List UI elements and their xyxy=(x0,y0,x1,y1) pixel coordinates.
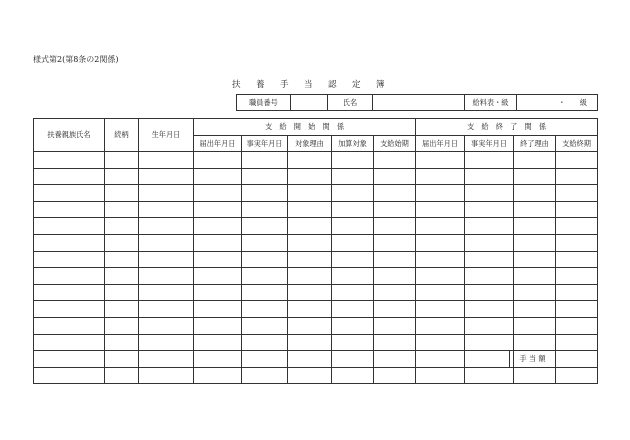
title-char: 手 xyxy=(280,80,289,90)
header-end-fact-date: 事実年月日 xyxy=(465,136,514,152)
table-row xyxy=(34,334,598,351)
table-cell[interactable] xyxy=(34,268,105,285)
table-cell[interactable] xyxy=(465,185,514,202)
table-cell[interactable] xyxy=(374,317,416,334)
salary-table-label: 給料表・級 xyxy=(465,95,517,111)
table-cell[interactable] xyxy=(242,284,288,301)
table-cell[interactable] xyxy=(105,185,139,202)
header-payment-end-group: 支 給 終 了 関 係 xyxy=(416,119,598,136)
table-cell[interactable] xyxy=(514,168,556,185)
table-cell[interactable] xyxy=(416,301,465,318)
table-row xyxy=(34,218,598,235)
table-row xyxy=(34,168,598,185)
table-cell[interactable] xyxy=(288,152,332,169)
table-cell[interactable] xyxy=(242,218,288,235)
table-cell[interactable] xyxy=(288,168,332,185)
table-cell[interactable] xyxy=(288,317,332,334)
table-cell[interactable] xyxy=(105,218,139,235)
header-start-notification-date: 届出年月日 xyxy=(194,136,242,152)
table-cell[interactable] xyxy=(194,317,242,334)
header-payment-start-group: 支 給 開 始 関 係 xyxy=(194,119,416,136)
table-cell[interactable] xyxy=(514,234,556,251)
table-cell[interactable] xyxy=(465,367,514,384)
table-cell[interactable] xyxy=(556,201,598,218)
table-cell[interactable] xyxy=(416,218,465,235)
allowance-amount-label: 手 当 額 xyxy=(510,351,556,368)
table-cell[interactable] xyxy=(416,168,465,185)
table-cell[interactable] xyxy=(332,185,374,202)
table-row xyxy=(34,152,598,169)
table-row xyxy=(34,234,598,251)
table-cell[interactable] xyxy=(416,251,465,268)
table-cell[interactable] xyxy=(34,251,105,268)
table-cell[interactable] xyxy=(194,185,242,202)
table-cell[interactable] xyxy=(34,301,105,318)
name-field[interactable] xyxy=(373,95,465,111)
table-cell[interactable] xyxy=(514,152,556,169)
table-cell[interactable] xyxy=(105,251,139,268)
table-cell[interactable] xyxy=(194,301,242,318)
table-cell[interactable] xyxy=(514,185,556,202)
table-cell[interactable] xyxy=(416,367,465,384)
table-cell[interactable] xyxy=(556,168,598,185)
table-cell[interactable] xyxy=(556,301,598,318)
table-cell[interactable] xyxy=(332,152,374,169)
table-cell[interactable] xyxy=(514,317,556,334)
table-cell[interactable] xyxy=(556,185,598,202)
table-cell[interactable] xyxy=(374,351,416,368)
name-label: 氏名 xyxy=(328,95,373,111)
table-cell[interactable] xyxy=(34,168,105,185)
table-cell[interactable] xyxy=(194,334,242,351)
table-cell[interactable] xyxy=(242,334,288,351)
table-cell[interactable] xyxy=(242,234,288,251)
table-cell[interactable] xyxy=(465,234,514,251)
table-cell[interactable] xyxy=(105,317,139,334)
table-cell[interactable] xyxy=(242,152,288,169)
table-cell[interactable] xyxy=(288,268,332,285)
table-cell[interactable] xyxy=(556,234,598,251)
table-cell[interactable] xyxy=(556,268,598,285)
table-cell[interactable] xyxy=(332,317,374,334)
table-cell[interactable] xyxy=(242,185,288,202)
table-cell[interactable] xyxy=(105,201,139,218)
table-cell[interactable] xyxy=(465,334,514,351)
table-cell[interactable] xyxy=(556,334,598,351)
header-end-notification-date: 届出年月日 xyxy=(416,136,465,152)
table-cell[interactable] xyxy=(139,234,194,251)
table-cell[interactable] xyxy=(139,367,194,384)
table-cell[interactable] xyxy=(332,234,374,251)
table-cell[interactable] xyxy=(556,284,598,301)
table-cell[interactable] xyxy=(374,251,416,268)
table-cell[interactable] xyxy=(139,251,194,268)
table-cell[interactable] xyxy=(242,301,288,318)
table-cell[interactable] xyxy=(465,268,514,285)
table-cell[interactable] xyxy=(514,334,556,351)
table-cell[interactable] xyxy=(288,218,332,235)
allowance-amount-field[interactable] xyxy=(556,351,598,368)
table-cell[interactable] xyxy=(332,218,374,235)
table-cell[interactable] xyxy=(465,218,514,235)
title-char: 定 xyxy=(352,80,361,90)
table-cell[interactable] xyxy=(374,152,416,169)
employee-number-label: 職員番号 xyxy=(237,95,291,111)
table-cell[interactable] xyxy=(514,367,556,384)
table-cell[interactable] xyxy=(34,284,105,301)
header-payment-end: 支給終期 xyxy=(556,136,598,152)
table-cell[interactable] xyxy=(416,201,465,218)
table-cell[interactable] xyxy=(374,301,416,318)
table-cell[interactable] xyxy=(556,317,598,334)
table-cell[interactable] xyxy=(242,268,288,285)
header-addition-target: 加算対象 xyxy=(332,136,374,152)
table-cell[interactable] xyxy=(332,284,374,301)
allowance-amount-table xyxy=(509,350,598,368)
table-cell[interactable] xyxy=(374,201,416,218)
table-cell[interactable] xyxy=(416,152,465,169)
salary-table-grade-field[interactable]: ・ 級 xyxy=(517,95,598,111)
header-birth-date: 生年月日 xyxy=(139,119,194,152)
form-number: 様式第2(第8条の2関係) xyxy=(33,55,119,64)
table-cell[interactable] xyxy=(374,218,416,235)
table-cell[interactable] xyxy=(374,234,416,251)
table-row xyxy=(34,201,598,218)
header-start-fact-date: 事実年月日 xyxy=(242,136,288,152)
table-cell[interactable] xyxy=(332,268,374,285)
table-cell[interactable] xyxy=(194,168,242,185)
title-char: 当 xyxy=(304,80,313,90)
table-cell[interactable] xyxy=(242,201,288,218)
table-cell[interactable] xyxy=(465,168,514,185)
table-cell[interactable] xyxy=(514,268,556,285)
table-cell[interactable] xyxy=(416,351,465,368)
title-char: 簿 xyxy=(376,80,385,90)
table-cell[interactable] xyxy=(465,201,514,218)
table-cell[interactable] xyxy=(194,152,242,169)
table-cell[interactable] xyxy=(242,367,288,384)
table-cell[interactable] xyxy=(139,168,194,185)
table-cell[interactable] xyxy=(374,334,416,351)
table-cell[interactable] xyxy=(139,152,194,169)
table-cell[interactable] xyxy=(34,185,105,202)
table-cell[interactable] xyxy=(416,334,465,351)
table-cell[interactable] xyxy=(556,218,598,235)
table-cell[interactable] xyxy=(242,351,288,368)
table-cell[interactable] xyxy=(465,284,514,301)
header-start-reason: 対象理由 xyxy=(288,136,332,152)
table-cell[interactable] xyxy=(139,201,194,218)
table-cell[interactable] xyxy=(465,251,514,268)
table-cell[interactable] xyxy=(514,284,556,301)
table-cell[interactable] xyxy=(105,152,139,169)
table-cell[interactable] xyxy=(34,201,105,218)
document-title xyxy=(232,80,402,90)
table-cell[interactable] xyxy=(332,367,374,384)
table-cell[interactable] xyxy=(514,251,556,268)
table-cell[interactable] xyxy=(34,334,105,351)
table-cell[interactable] xyxy=(332,201,374,218)
table-cell[interactable] xyxy=(34,367,105,384)
table-cell[interactable] xyxy=(288,284,332,301)
table-cell[interactable] xyxy=(105,284,139,301)
table-cell[interactable] xyxy=(139,268,194,285)
employee-number-field[interactable] xyxy=(291,95,328,111)
table-cell[interactable] xyxy=(139,301,194,318)
table-cell[interactable] xyxy=(288,234,332,251)
table-cell[interactable] xyxy=(374,268,416,285)
table-row xyxy=(34,284,598,301)
title-char: 扶 xyxy=(232,80,241,90)
table-cell[interactable] xyxy=(288,301,332,318)
table-cell[interactable] xyxy=(34,351,105,368)
table-cell[interactable] xyxy=(465,317,514,334)
table-cell[interactable] xyxy=(465,351,514,368)
table-cell[interactable] xyxy=(194,201,242,218)
table-cell[interactable] xyxy=(465,301,514,318)
table-cell[interactable] xyxy=(105,234,139,251)
table-cell[interactable] xyxy=(194,234,242,251)
table-cell[interactable] xyxy=(465,152,514,169)
table-cell[interactable] xyxy=(288,367,332,384)
table-cell[interactable] xyxy=(374,168,416,185)
table-cell[interactable] xyxy=(416,185,465,202)
header-relationship: 続柄 xyxy=(105,119,139,152)
table-cell[interactable] xyxy=(194,367,242,384)
table-cell[interactable] xyxy=(139,317,194,334)
table-cell[interactable] xyxy=(34,218,105,235)
table-cell[interactable] xyxy=(242,168,288,185)
table-cell[interactable] xyxy=(556,251,598,268)
table-cell[interactable] xyxy=(288,201,332,218)
table-cell[interactable] xyxy=(374,367,416,384)
table-cell[interactable] xyxy=(514,218,556,235)
table-cell[interactable] xyxy=(105,268,139,285)
table-cell[interactable] xyxy=(332,251,374,268)
table-cell[interactable] xyxy=(332,334,374,351)
table-cell[interactable] xyxy=(34,317,105,334)
table-cell[interactable] xyxy=(194,268,242,285)
dependents-table xyxy=(33,118,598,384)
table-row xyxy=(34,268,598,285)
table-row xyxy=(34,251,598,268)
table-cell[interactable] xyxy=(242,317,288,334)
table-cell[interactable] xyxy=(139,334,194,351)
title-char: 養 xyxy=(256,80,265,90)
table-cell[interactable] xyxy=(105,367,139,384)
table-row xyxy=(34,317,598,334)
title-char: 認 xyxy=(328,80,337,90)
table-cell[interactable] xyxy=(288,351,332,368)
table-row xyxy=(34,301,598,318)
table-cell[interactable] xyxy=(194,218,242,235)
table-cell[interactable] xyxy=(105,334,139,351)
table-cell[interactable] xyxy=(242,251,288,268)
table-cell[interactable] xyxy=(288,185,332,202)
table-cell[interactable] xyxy=(288,334,332,351)
header-dependent-name: 扶養親族氏名 xyxy=(34,119,105,152)
table-cell[interactable] xyxy=(514,301,556,318)
table-cell[interactable] xyxy=(194,251,242,268)
table-cell[interactable] xyxy=(416,284,465,301)
table-cell[interactable] xyxy=(416,234,465,251)
table-cell[interactable] xyxy=(416,317,465,334)
header-payment-start: 支給始期 xyxy=(374,136,416,152)
table-cell[interactable] xyxy=(194,351,242,368)
table-cell[interactable] xyxy=(416,268,465,285)
table-cell[interactable] xyxy=(139,284,194,301)
table-cell[interactable] xyxy=(374,185,416,202)
table-cell[interactable] xyxy=(139,185,194,202)
table-cell[interactable] xyxy=(332,168,374,185)
table-cell[interactable] xyxy=(139,351,194,368)
table-cell[interactable] xyxy=(34,152,105,169)
table-cell[interactable] xyxy=(332,301,374,318)
table-cell[interactable] xyxy=(139,218,194,235)
table-cell[interactable] xyxy=(34,234,105,251)
table-cell[interactable] xyxy=(556,152,598,169)
table-row xyxy=(34,367,598,384)
table-cell[interactable] xyxy=(194,284,242,301)
table-cell[interactable] xyxy=(105,168,139,185)
table-cell[interactable] xyxy=(556,367,598,384)
table-cell[interactable] xyxy=(105,301,139,318)
table-cell[interactable] xyxy=(288,251,332,268)
table-cell[interactable] xyxy=(105,351,139,368)
table-row xyxy=(34,185,598,202)
employee-info-table xyxy=(236,94,598,111)
table-cell[interactable] xyxy=(374,284,416,301)
table-cell[interactable] xyxy=(332,351,374,368)
header-end-reason: 終了理由 xyxy=(514,136,556,152)
table-cell[interactable] xyxy=(514,201,556,218)
